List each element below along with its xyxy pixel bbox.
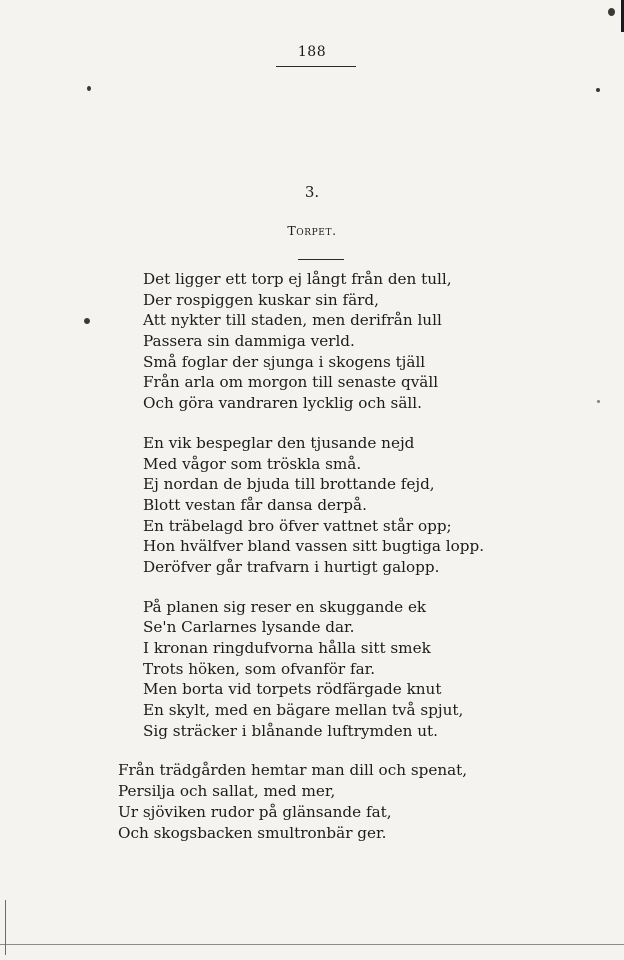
poem-line: Ej nordan de bjuda till brottande fejd, [143,475,435,494]
poem-line: Från trädgården hemtar man dill och spenat, [118,761,468,780]
poem-line: En skylt, med en bägare mellan två spjut, [143,701,464,720]
poem-line: Deröfver går trafvarn i hurtigt galopp. [143,557,440,576]
poem-line: Persilja och sallat, med mer, [118,782,336,801]
poem-line: En vik bespeglar den tjusande nejd [143,433,415,452]
page-left-edge [5,900,6,955]
poem-line: Se'n Carlarnes lysande dar. [143,618,355,637]
poem-line: I kronan ringdufvorna hålla sitt smek [143,639,431,657]
poem-line: Blott vestan får dansa derpå. [143,495,367,514]
poem-line: En träbelagd bro öfver vattnet står opp; [143,516,452,535]
paper-speck [84,318,90,324]
stanza-1 [143,269,583,414]
poem-line: Och göra vandraren lycklig och säll. [143,394,422,413]
poem-line: Sig sträcker i blånande luftrymden ut. [143,721,438,740]
title-rule [298,259,344,260]
section-title: Torpet. [287,223,337,238]
paper-speck [596,88,600,92]
page-bottom-edge [0,944,624,945]
poem-line: På planen sig reser en skuggande ek [143,597,427,616]
poem-line: Och skogsbacken smultronbär ger. [118,823,387,842]
paper-speck [597,400,600,403]
poem-line: Passera sin dammiga verld. [143,332,355,351]
page-number: 188 [297,44,327,60]
stanza-3 [143,597,583,742]
stanza-2 [143,433,583,578]
poem-line: Från arla om morgon till senaste qväll [143,373,439,392]
stanza-4 [118,760,583,843]
poem-line: Med vågor som tröskla små. [143,454,362,473]
poem-line: Att nykter till staden, men derifrån lull [143,311,442,330]
poem-line: Trots höken, som ofvanför far. [143,659,376,678]
section-number: 3. [304,183,320,201]
poem-line: Hon hvälfver bland vassen sitt bugtiga lopp. [143,537,485,556]
header-rule [276,66,356,67]
poem-line: Små foglar der sjunga i skogens tjäll [143,352,426,371]
poem-line: Men borta vid torpets rödfärgade knut [143,680,442,699]
paper-speck [608,8,615,16]
poem [118,269,583,862]
poem-line: Det ligger ett torp ej långt från den tull, [143,270,452,288]
paper-speck [87,86,91,91]
poem-line: Der rospiggen kuskar sin färd, [143,290,379,309]
poem-line: Ur sjöviken rudor på glänsande fat, [118,802,392,821]
